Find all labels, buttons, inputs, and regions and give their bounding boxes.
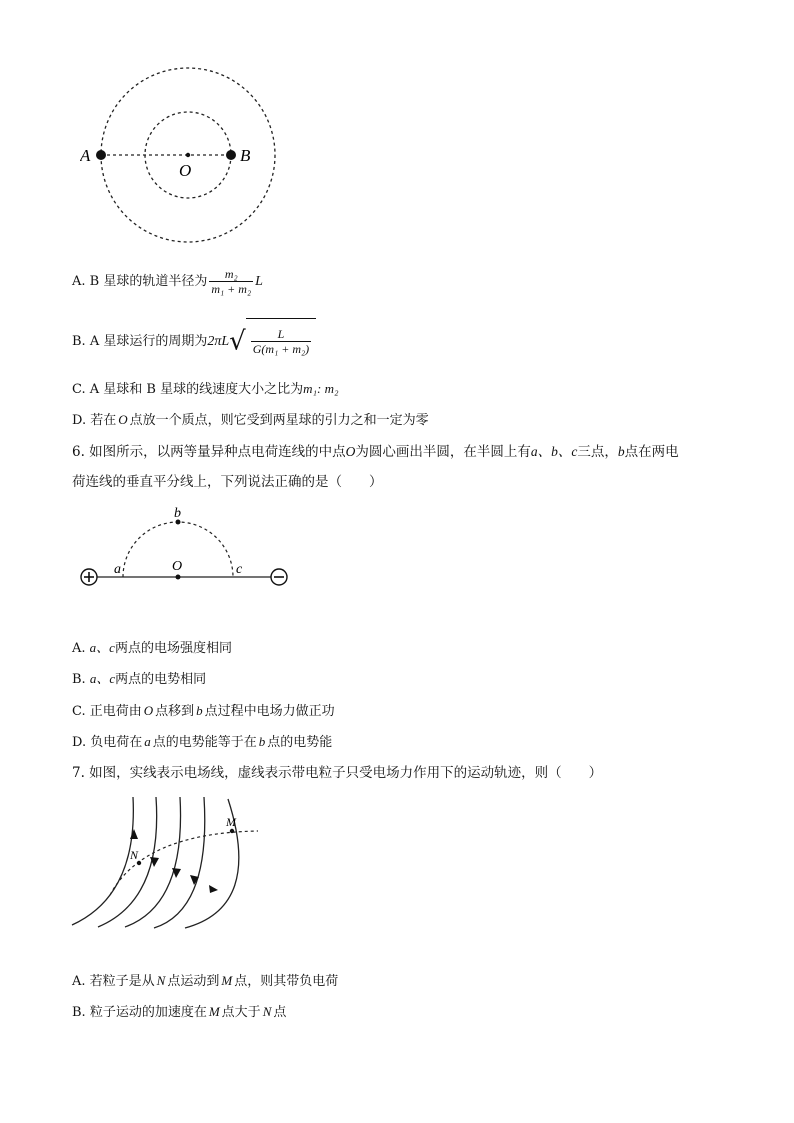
q5-option-d: [72, 411, 429, 430]
q5-a-prefix: A. B 星球的轨道半径为: [72, 274, 208, 289]
center-o: [186, 153, 190, 157]
q5-d-text-b: 点放一个质点，则它受到两星球的引力之和一定为零: [129, 413, 429, 428]
q6-option-d: D. 负电荷在 a 点的电势能等于在 b 点的电势能: [72, 734, 333, 750]
q5-b-sqrt: √ $\frac{L}{\text{G(m₁ + m₂)}}$: [229, 318, 316, 365]
label-o: O: [179, 161, 192, 180]
star-b: [226, 150, 236, 160]
q5-option-b: [72, 318, 316, 364]
q5-option-c: [72, 380, 339, 399]
q6-option-b: B. a、c两点的电势相同: [72, 671, 207, 687]
label-n: N: [130, 848, 139, 862]
q5-option-a: [72, 262, 263, 302]
arrow-5: [209, 885, 218, 893]
negative-charge-icon: [271, 569, 287, 585]
label-a-small: a: [114, 562, 121, 577]
arrow-1: [130, 829, 138, 839]
trajectory: [110, 831, 258, 895]
point-m: [230, 829, 234, 833]
q6-option-c: C. 正电荷由 O 点移到 b 点过程中电场力做正功: [72, 703, 335, 719]
q5-a-suffix: L: [255, 274, 263, 289]
star-a: [96, 150, 106, 160]
q5-a-fraction: [209, 267, 253, 296]
q5-b-root-den: G(m₁ + m₂): [252, 342, 310, 356]
q6-stem-line2: 荷连线的垂直平分线上，下列说法正确的是（ ）: [72, 474, 383, 490]
q5-b-coef: 2πL: [207, 334, 230, 349]
q5-d-var: O: [118, 412, 128, 427]
orbit-figure: [80, 55, 300, 255]
q5-c-text: C. A 星球和 B 星球的线速度大小之比为: [72, 382, 304, 397]
q5-b-root-num: L: [251, 327, 311, 342]
label-b-small: b: [174, 506, 181, 521]
q6-stem: [72, 441, 732, 493]
q5-a-num: m₂: [209, 267, 253, 282]
field-line-2: [98, 797, 157, 927]
charges-figure: [75, 500, 295, 595]
label-b: B: [240, 146, 251, 165]
field-lines-figure: [68, 795, 268, 930]
q7-stem: 7. 如图，实线表示电场线，虚线表示带电粒子只受电场力作用下的运动轨迹，则（ ）: [72, 765, 603, 781]
q5-d-text-a: D. 若在: [72, 413, 117, 428]
field-line-4: [154, 797, 205, 928]
q5-a-den: m₁ + m₂: [211, 282, 252, 296]
point-o: [176, 575, 181, 580]
q7-option-b: B. 粒子运动的加速度在 M 点大于 N 点: [72, 1004, 287, 1020]
label-c-small: c: [236, 562, 243, 577]
field-line-1: [72, 797, 133, 925]
q5-b-prefix: B. A 星球运行的周期为: [72, 334, 208, 349]
q6-stem-line1: 6. 如图所示，以两等量异种点电荷连线的中点O为圆心画出半圆，在半圆上有a、b、c三点，b点在两电: [72, 444, 679, 460]
label-m: M: [226, 815, 236, 829]
q6-option-a: A. a、c两点的电场强度相同: [72, 640, 232, 656]
positive-charge-icon: [81, 569, 97, 585]
q7-option-a: A. 若粒子是从 N 点运动到 M 点，则其带负电荷: [72, 973, 339, 989]
q5-c-ratio: m₁: m₂: [303, 381, 339, 396]
label-o-small: O: [172, 559, 183, 574]
label-a: A: [80, 146, 91, 165]
